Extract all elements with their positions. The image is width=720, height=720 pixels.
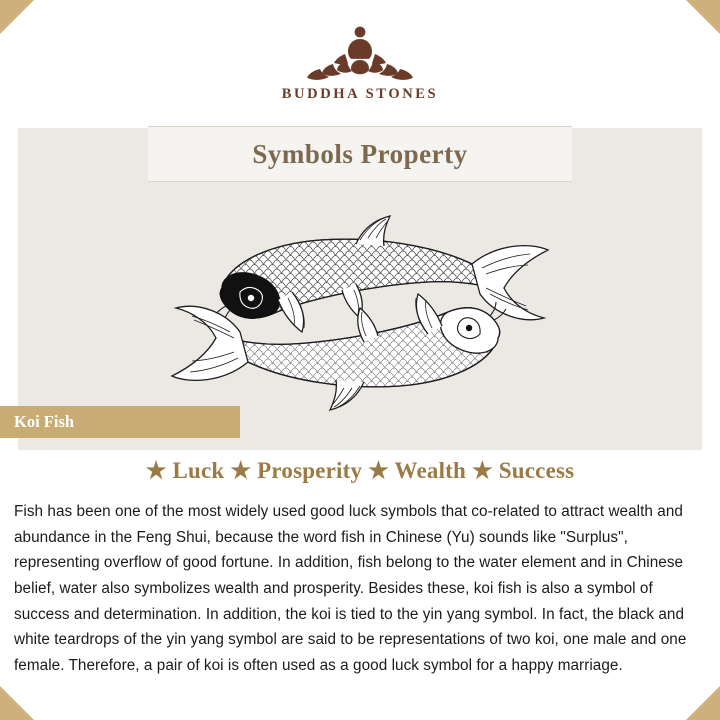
corner-decoration-top-left bbox=[0, 0, 34, 34]
keyword-prosperity: Prosperity bbox=[257, 458, 363, 483]
keyword-list bbox=[14, 458, 706, 484]
koi-fish-yin-yang-icon bbox=[160, 188, 560, 438]
star-icon-1: ★ bbox=[145, 458, 167, 483]
keyword-luck: Luck bbox=[172, 458, 225, 483]
koi-fish-tag-label: Koi Fish bbox=[14, 412, 75, 431]
corner-decoration-top-right bbox=[686, 0, 720, 34]
corner-decoration-bottom-right bbox=[686, 686, 720, 720]
star-icon-3: ★ bbox=[368, 458, 389, 483]
tag-notch-shape bbox=[218, 406, 240, 438]
page-title: Symbols Property bbox=[252, 138, 468, 169]
brand-name: BUDDHA STONES bbox=[281, 86, 439, 102]
star-icon-4: ★ bbox=[471, 458, 493, 483]
star-icon-2: ★ bbox=[230, 458, 252, 483]
description-section bbox=[0, 452, 720, 720]
corner-decoration-bottom-left bbox=[0, 686, 34, 720]
lotus-meditation-icon bbox=[300, 20, 420, 82]
koi-fish-tag bbox=[0, 406, 240, 438]
keyword-wealth: Wealth bbox=[394, 458, 467, 483]
title-band bbox=[148, 126, 572, 182]
body-paragraph: Fish has been one of the most widely used good luck symbols that co-related to attract wealth and abundance in the Feng Shui, because the word fish in Chinese (Yu) sounds like "Surplus", representing overflow of good fortune. In addition, fish belong to the water element and in Chinese belief, water also symbolizes wealth and prosperity. Besides these, koi fish is also a symbol of success and determination. In addition, the koi is tied to the yin yang symbol. In fact, the black and white teardrops of the yin yang symbol are said to be representations of two koi, one male and one female. Therefore, a pair of koi is often used as a good luck symbol for a happy marriage. bbox=[14, 503, 687, 674]
brand-header bbox=[0, 0, 720, 128]
keyword-success: Success bbox=[498, 458, 575, 483]
